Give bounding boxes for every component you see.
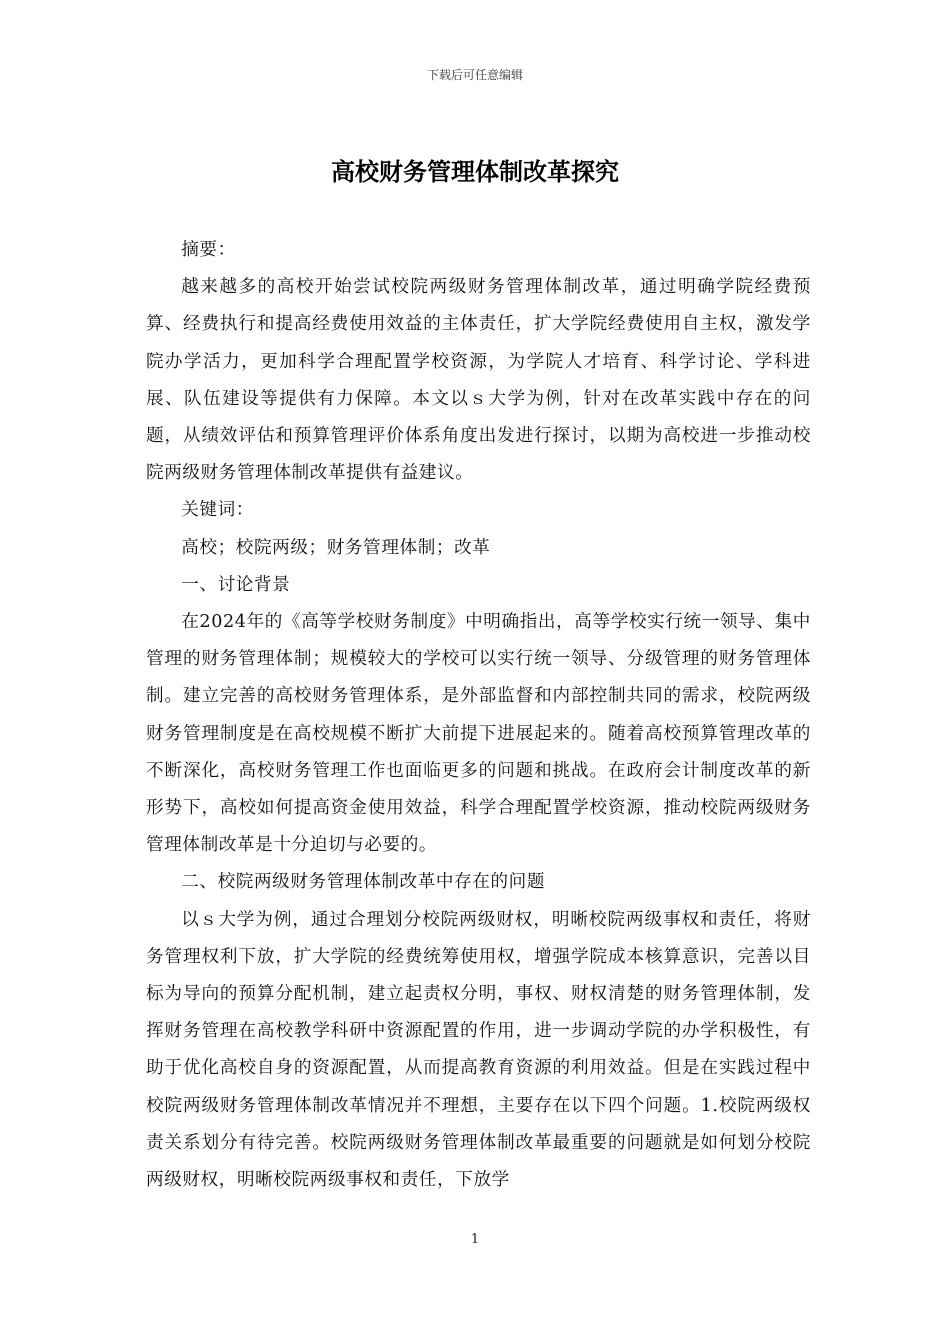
problems-paragraph: 以ｓ大学为例，通过合理划分校院两级财权，明晰校院两级事权和责任，将财务管理权利下放，扩大学院的经费统筹使用权，增强学院成本核算意识，完善以目标为导向的预算分配机制，建立起责权分明，事权、财权清楚的财务管理体制，发挥财务管理在高校教学科研中资源配置的作用，进一步调动学院的办学积极性，有助于优化高校自身的资源配置，从而提高教育资源的利用效益。但是在实践过程中校院两级财务管理体制改革情况并不理想，主要存在以下四个问题。1.校院两级权责关系划分有待完善。校院两级财务管理体制改革最重要的问题就是如何划分校院两级财权，明晰校院两级事权和责任，下放学 [146,909,811,1191]
keywords-paragraph: 高校；校院两级；财务管理体制；改革 [181,537,491,558]
abstract-paragraph: 越来越多的高校开始尝试校院两级财务管理体制改革，通过明确学院经费预算、经费执行和提高经费使用效益的主体责任，扩大学院经费使用自主权，激发学院办学活力，更加科学合理配置学校资源，为学院人才培育、科学讨论、学科进展、队伍建设等提供有力保障。本文以ｓ大学为例，针对在改革实践中存在的问题，从绩效评估和预算管理评价体系角度出发进行探讨，以期为高校进一步推动校院两级财务管理体制改革提供有益建议。 [146,277,811,484]
document-title: 高校财务管理体制改革探究 [331,157,619,186]
document-body [146,232,811,1199]
section-heading-2: 二、校院两级财务管理体制改革中存在的问题 [181,872,546,893]
page-header: 下载后可任意编辑 [426,68,523,82]
abstract-label: 摘要： [181,240,236,260]
page-number: 1 [470,1232,480,1247]
section-heading-1: 一、讨论背景 [181,574,291,595]
keywords-label: 关键词： [181,500,254,521]
background-paragraph: 在2024年的《高等学校财务制度》中明确指出，高等学校实行统一领导、集中管理的财务管理体制；规模较大的学校可以实行统一领导、分级管理的财务管理体制。建立完善的高校财务管理体系，是外部监督和内部控制共同的需求，校院两级财务管理制度是在高校规模不断扩大前提下进展起来的。随着高校预算管理改革的不断深化，高校财务管理工作也面临更多的问题和挑战。在政府会计制度改革的新形势下，高校如何提高资金使用效益，科学合理配置学校资源，推动校院两级财务管理体制改革是十分迫切与必要的。 [146,612,811,856]
